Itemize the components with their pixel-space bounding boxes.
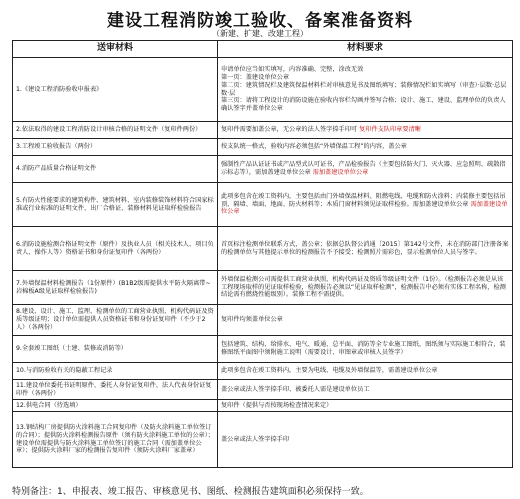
material-name-cell: 6.消防设施检测合格证明文件（原件）及执业人员（相关技术人、项目负责人、操作人等）资格证书和身份证复印件（各两份） — [13, 227, 218, 271]
requirement-highlight: 需加盖建设单位公章 — [221, 200, 508, 216]
material-requirement-cell — [218, 271, 513, 305]
material-requirement-cell — [218, 400, 513, 412]
requirement-text: 复印件（提供与否按现场检查情况来定） — [221, 401, 333, 409]
table-row — [13, 122, 513, 139]
material-requirement-cell — [218, 227, 513, 271]
material-name-cell: 11.建设单位委托书证明原件、委托人身份证复印件、法人代表身份证复印件（各两份） — [13, 380, 218, 400]
requirement-highlight: 需加盖建设单位公章 — [312, 169, 369, 176]
material-requirement-cell — [218, 58, 513, 122]
table-row — [13, 336, 513, 363]
table-row — [13, 139, 513, 156]
requirement-text: 复印件需要加盖公章，无公章的法人签字捺手印可 — [221, 126, 358, 134]
table-row — [13, 58, 513, 122]
material-requirement-cell — [218, 139, 513, 156]
requirement-text: 盖公章或法人签字捺手印 — [221, 435, 290, 443]
material-requirement-cell — [218, 156, 513, 183]
material-requirement-cell — [218, 412, 513, 468]
page-subtitle: （新建、扩建、改建工程） — [212, 29, 308, 38]
table-row — [13, 271, 513, 305]
requirement-text: 按支队统一格式，验收内容必须包括“外墙保温工程”的内容，盖公章 — [221, 143, 407, 151]
table-row — [13, 400, 513, 412]
requirement-highlight: 复印件支队印章要清晰 — [359, 126, 421, 134]
requirement-text: 此项多包含在竣工资料内，主要包括由门外墙保温材料、阻燃电线、电缆和防火涂料；内装修主要包括吊顶、隔墙、墙面、地面、防火材料等；木质门窗材料须见证取样检验。需加盖建设单位公章 — [221, 192, 506, 208]
table-row — [13, 156, 513, 183]
footer-note: 特别备注：1、申报表、竣工报告、审核意见书、图纸、检测报告建筑面积必须保持一致。 — [12, 487, 369, 497]
material-requirement-cell — [218, 183, 513, 227]
table-row — [13, 363, 513, 380]
requirement-text: 复印件均须盖单位公章 — [221, 316, 283, 324]
header-submitted-materials: 送审材料 — [13, 41, 218, 58]
requirement-text: 首页标注检测单位联系方式，盖公章；依据总队督公消通〔2015〕第142号文件，未在消防部门注册备案的检测单位与其他提示单位的检测报告不予接受；检测照片需彩色，显示检测单位人员与签字。 — [221, 240, 509, 256]
page-title: 建设工程消防竣工验收、备案准备资料 — [107, 11, 413, 31]
table-row — [13, 183, 513, 227]
material-requirement-cell — [218, 363, 513, 380]
requirement-text: 此项多包含在竣工资料内，主要为电线、电缆及外墙保温等，需盖建设单位公章 — [221, 367, 438, 375]
material-name-cell: 3.工程竣工验收报告（两份） — [13, 139, 218, 156]
material-requirement-cell — [218, 122, 513, 139]
material-name-cell: 4.消防产品质量合格证明文件 — [13, 156, 218, 183]
material-requirement-cell — [218, 305, 513, 336]
material-name-cell: 10.与消防验收有关的隐蔽工程记录 — [13, 363, 218, 380]
requirement-text: 申请单位应当如实填写，内容准确、完整，涂改无效 第一页：盖建设单位公章 第二页：建筑情况栏及建筑保温材料栏对审核意见书及图纸填写；装修情况栏如实填写（审查）·层数·总层数·层 第三页：请将工程设计的消防设施在验收内容栏勾画并签写合格；设计、施工、建设、监理单位的负责人确认签字并盖单位公章 — [221, 66, 507, 112]
requirement-text: 包括建筑、结构、给排水、电气、暖通、总平面、消防等全专业施工图纸，图纸须与实际施工相符合，装修图纸平面图中须附施工说明（需要设计、审图章或审核人员签字） — [221, 341, 506, 356]
table-row — [13, 227, 513, 271]
material-requirement-cell — [218, 336, 513, 363]
material-name-cell: 12.供电合同（待选填） — [13, 400, 218, 412]
table-header-row — [13, 41, 513, 58]
table-row — [13, 412, 513, 468]
material-name-cell: 2.依法取得的建设工程消防设计审核合格的证明文件（复印件两份） — [13, 122, 218, 139]
material-name-cell: 7.外墙保温材料检测报告（1份原件）(B1B2级需提供水平防火隔离带~岩棉板A级见证取样检验报告) — [13, 271, 218, 305]
table-row — [13, 380, 513, 400]
requirement-text: 强制性产品认证证书或产品型式认可证书，产品检验报告（主要包括防火门、灭火器、应急照明、疏散指示标志等），需加盖建设单位公章 — [221, 161, 506, 176]
material-name-cell: 1.《建设工程消防验收申报表》 — [13, 58, 218, 122]
table-row — [13, 305, 513, 336]
requirement-text: 盖公章或法人签字捺手印、被委托人需是建设单位员工 — [221, 385, 370, 393]
material-requirement-cell — [218, 380, 513, 400]
header-material-requirements: 材料要求 — [218, 41, 513, 58]
table-body — [13, 58, 513, 468]
material-name-cell: 13.钢结构厂房提供防火涂料施工合同复印件（及防火涂料施工单位签订的合同）；提供防火涂料检测报告原件（须有防火涂料施工单位的公章）；建设单位需提供与防火涂料施工单位签订的施工合同（需加盖单位公章）；提供防火涂料厂家的检测报告复印件（须防火涂料厂家盖章） — [13, 412, 218, 468]
materials-table — [12, 40, 513, 468]
material-name-cell: 8.建设、设计、施工、监理、检测单位的工商营业执照、机构代码证及资质等级证明；设计单位需提供人员资格证书和身份证复印件（不少于2人）（各两份） — [13, 305, 218, 336]
material-name-cell: 9.全套竣工图纸（土建、装修或消防等） — [13, 336, 218, 363]
material-name-cell: 5.有防火性能要求的建筑构件、建筑材料、室内装修装饰材料符合国家标准或行业标准的证明文件、出厂合格证、装修材料见证取样检验报告 — [13, 183, 218, 227]
requirement-text: 外墙保温检测公司需提供工商营业执照、机构代码证及资质等级证明文件（1份）。（检测报告必须是从该工程现场取样的见证取样检验，检测报告必须以“见证取样检测”，检测报告中必须有实体工程名称，检测结论需有燃烧性能级别）。装修工程不需提供。 — [221, 275, 506, 299]
